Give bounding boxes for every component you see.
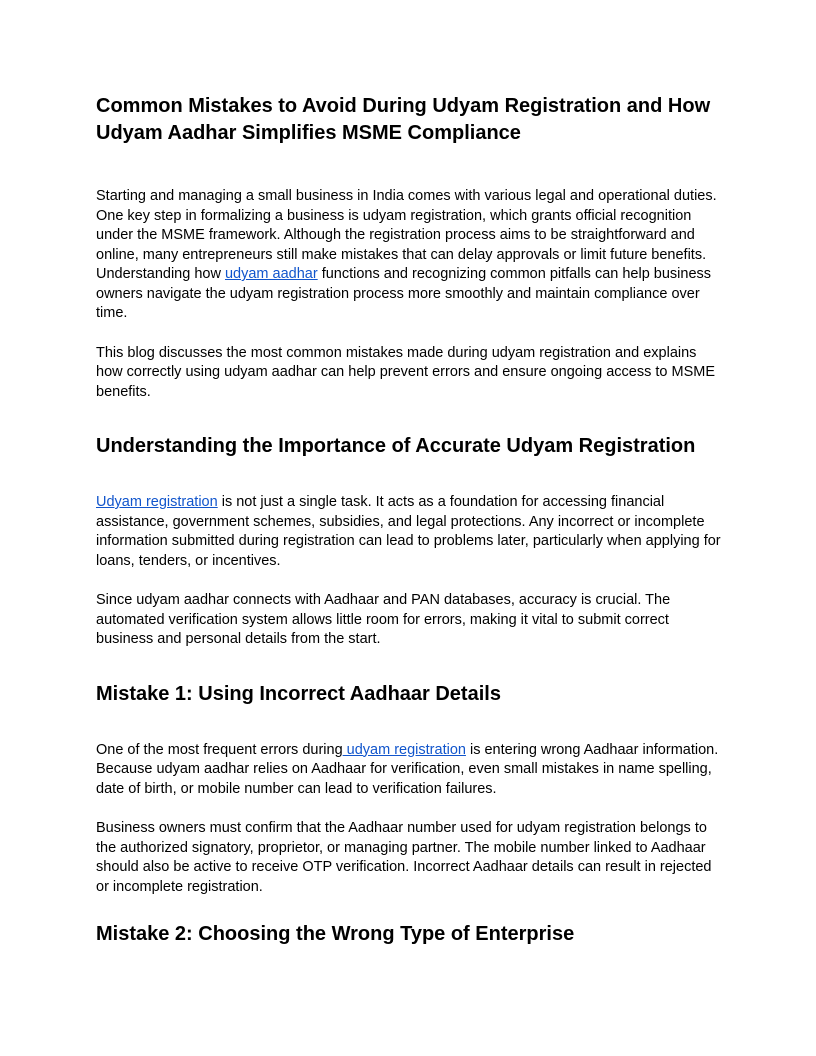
importance-paragraph-2: Since udyam aadhar connects with Aadhaar and PAN databases, accuracy is crucial. The automated verification system allows little room for errors, making it vital to submit correct business and personal details from the start. [96, 592, 671, 647]
mistake-1-text-end: is entering wrong Aadhaar information. Because udyam aadhar relies on Aadhaar for verification, even small mistakes in name spelling, date of birth, or mobile number can lead to verification failures. [96, 741, 719, 797]
intro-paragraph-2: This blog discusses the most common mistakes made during udyam registration and explains how correctly using udyam aadhar can help prevent errors and ensure ongoing access to MSME benefits. [96, 344, 715, 400]
udyam-registration-link[interactable]: Udyam registration [96, 494, 218, 510]
intro-text-end: functions and recognizing common pitfalls can help business owners navigate the udyam registration process more smoothly and maintain compliance over time. [96, 266, 712, 321]
document-page [96, 93, 724, 981]
intro-paragraph-1 [96, 187, 724, 324]
importance-paragraph-1 [96, 493, 724, 571]
mistake-1-paragraph-2: Business owners must confirm that the Aadhaar number used for udyam registration belongs to the authorized signatory, proprietor, or managing partner. The mobile number linked to Aadhaar should also be active to receive OTP verification. Incorrect Aadhaar details can result in rejected or incomplete registration. [96, 820, 712, 895]
mistake-1-text-start: One of the most frequent errors during [96, 741, 343, 758]
document-title: Common Mistakes to Avoid During Udyam Registration and How Udyam Aadhar Simplifies MSME Compliance [96, 95, 711, 144]
mistake-1-paragraph-1 [96, 741, 724, 800]
section-heading-mistake-2: Mistake 2: Choosing the Wrong Type of Enterprise [96, 923, 575, 945]
section-heading-importance: Understanding the Importance of Accurate Udyam Registration [96, 435, 696, 457]
intro-text-start: Starting and managing a small business in India comes with various legal and operational duties. One key step in formalizing a business is udyam registration, which grants official recognition under the MSME framework. Although the registration process aims to be straightforward and online, many entrepreneurs still make mistakes that can delay approvals or limit future benefits. Understanding how [96, 188, 717, 282]
udyam-registration-link-2[interactable]: udyam registration [342, 741, 466, 758]
importance-text: is not just a single task. It acts as a foundation for accessing financial assistance, government schemes, subsidies, and legal protections. Any incorrect or incomplete information submitted during registration can lead to problems later, particularly when applying for loans, tenders, or incentives. [96, 494, 721, 569]
section-heading-mistake-1: Mistake 1: Using Incorrect Aadhaar Details [96, 682, 501, 705]
udyam-aadhar-link[interactable]: udyam aadhar [224, 266, 318, 282]
